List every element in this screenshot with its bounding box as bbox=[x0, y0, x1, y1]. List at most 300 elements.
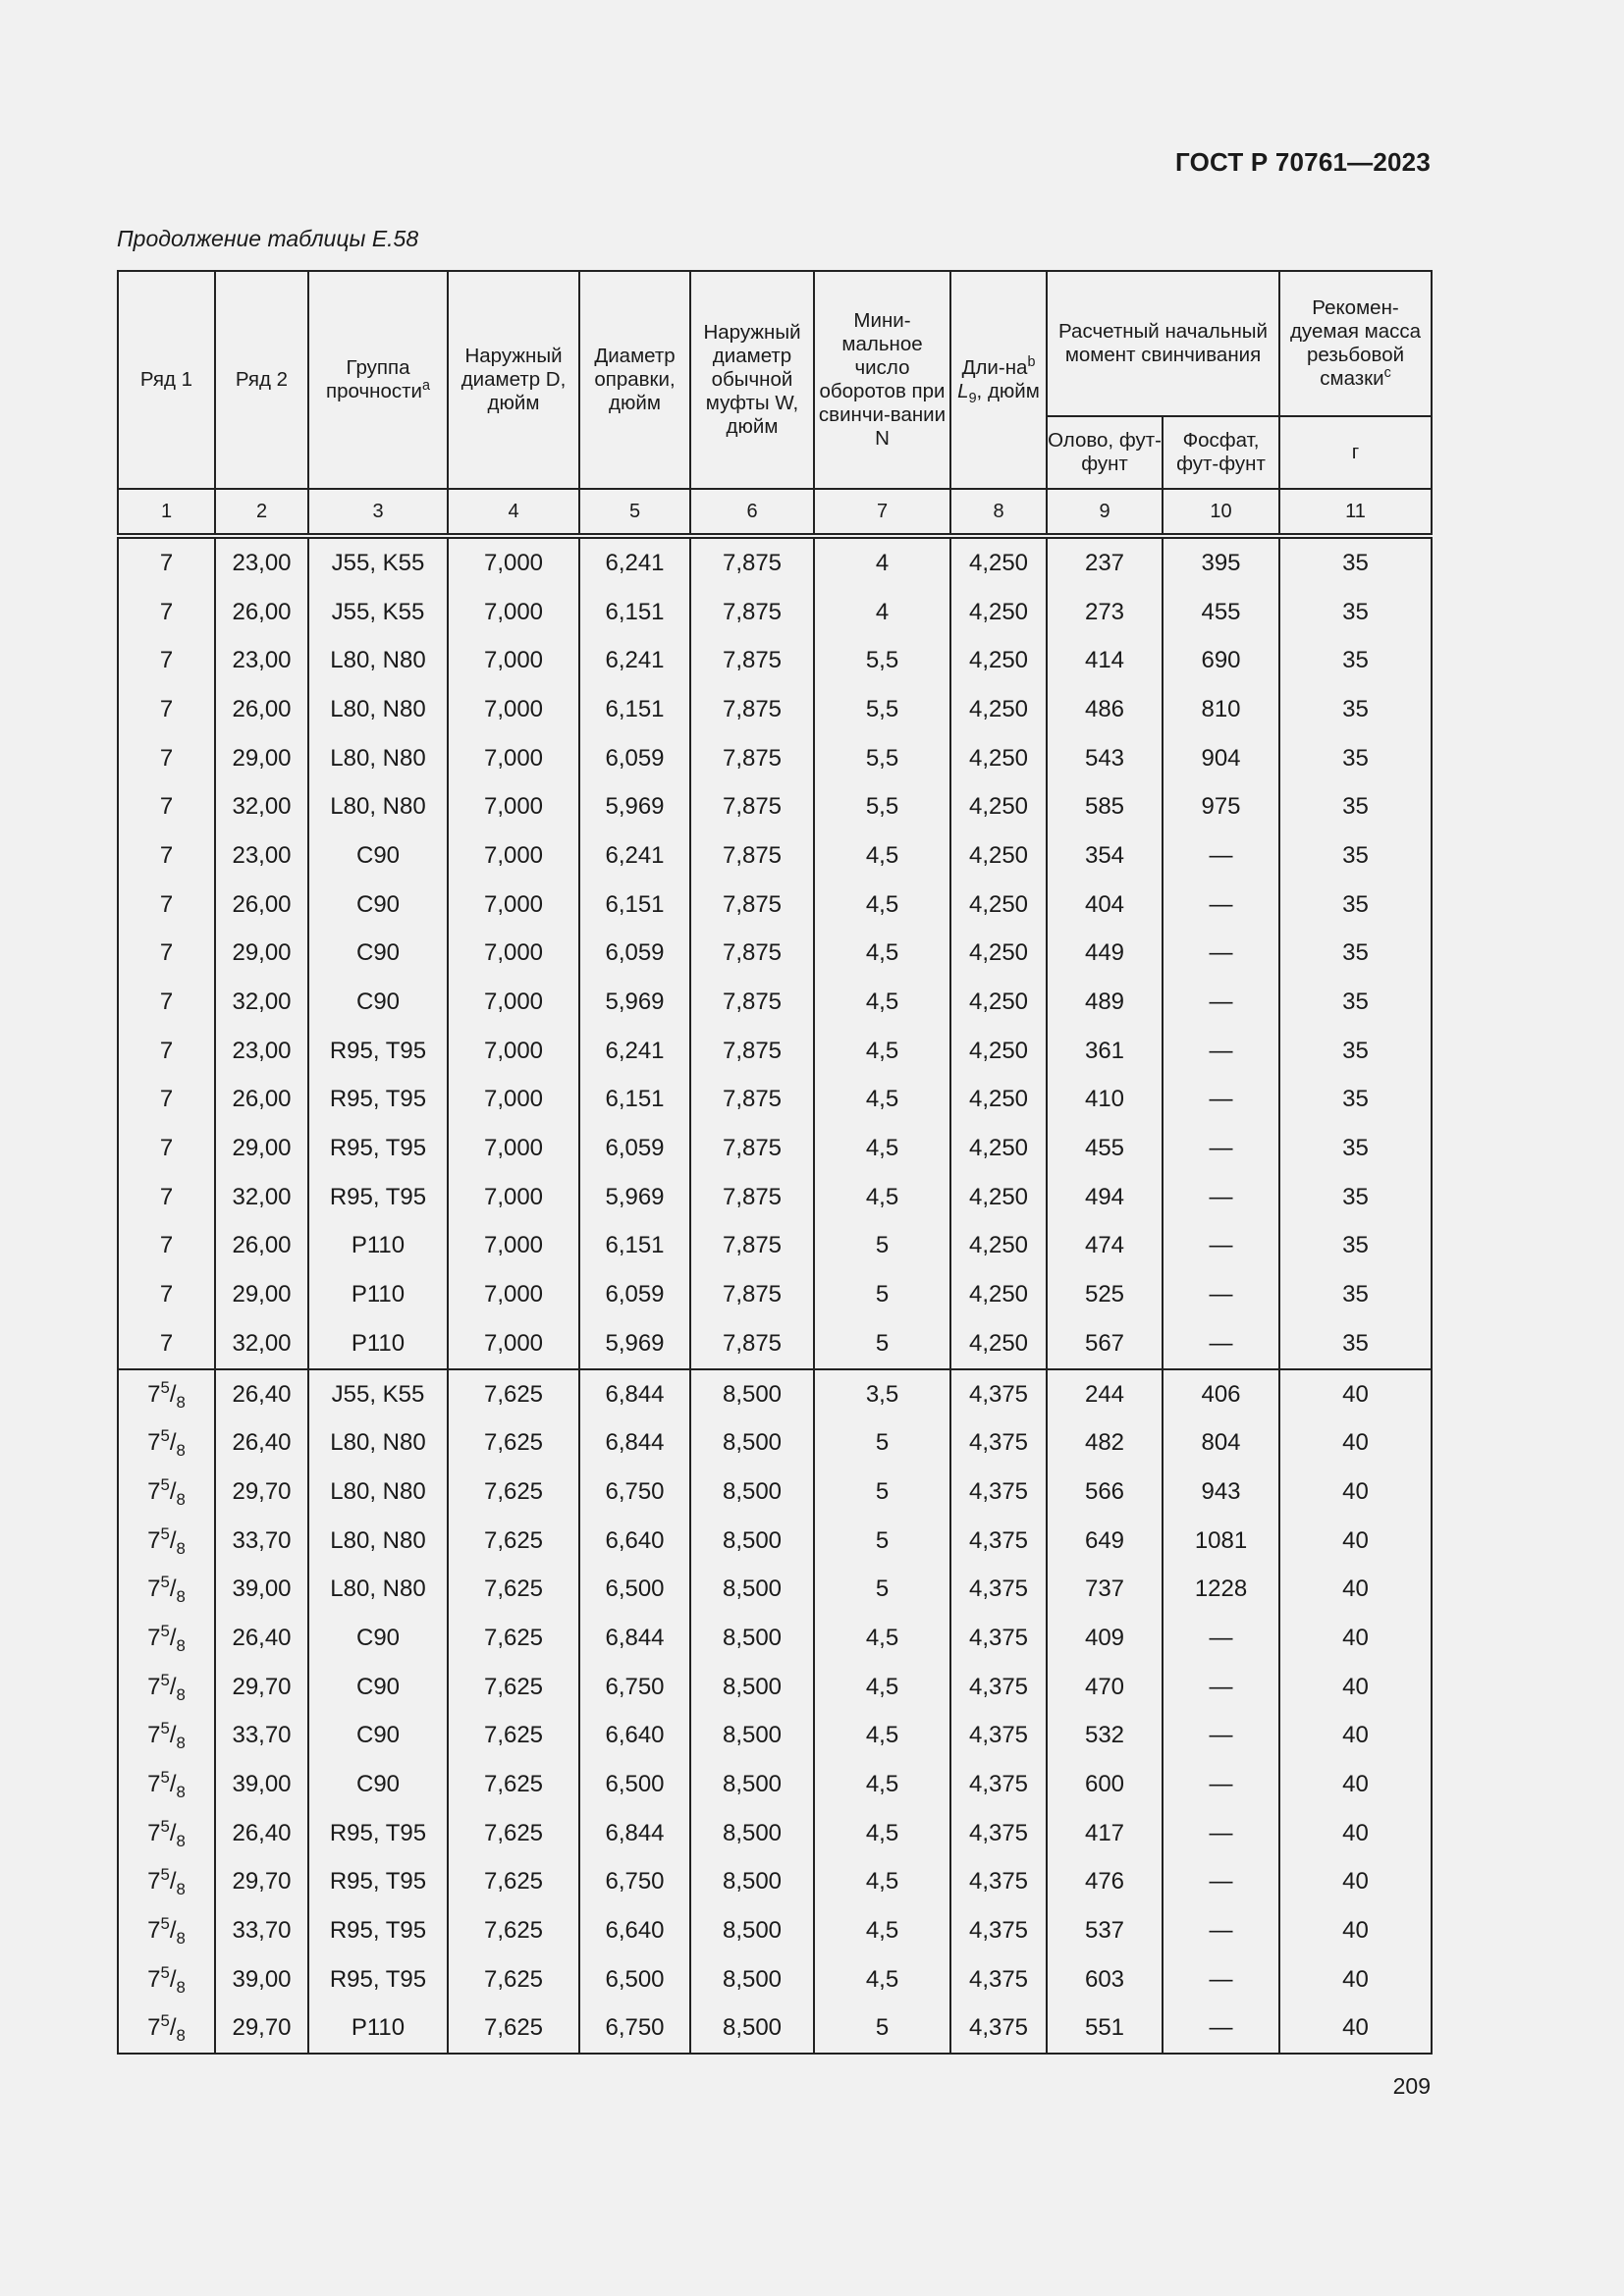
row1-cell: $7^5/_8$ bbox=[118, 1906, 215, 1955]
phosphate-torque-cell: — bbox=[1163, 1809, 1279, 1858]
outer-diameter-cell: 7,625 bbox=[448, 1565, 579, 1614]
grade-cell: L80, N80 bbox=[308, 1418, 448, 1468]
coupling-diameter-cell: 7,875 bbox=[690, 1222, 814, 1271]
mandrel-diameter-cell: 6,640 bbox=[579, 1517, 690, 1566]
tin-torque-cell: 455 bbox=[1047, 1124, 1163, 1173]
mandrel-diameter-cell: 6,151 bbox=[579, 881, 690, 930]
coupling-diameter-cell: 7,875 bbox=[690, 978, 814, 1027]
length-cell: 4,375 bbox=[950, 1955, 1047, 2004]
row2-cell: 32,00 bbox=[215, 1173, 308, 1222]
coupling-diameter-cell: 7,875 bbox=[690, 831, 814, 881]
column-number: 11 bbox=[1279, 489, 1432, 536]
phosphate-torque-cell: — bbox=[1163, 1955, 1279, 2004]
row2-cell: 32,00 bbox=[215, 782, 308, 831]
row2-cell: 23,00 bbox=[215, 1027, 308, 1076]
grease-mass-cell: 35 bbox=[1279, 782, 1432, 831]
grade-cell: R95, T95 bbox=[308, 1124, 448, 1173]
length-cell: 4,375 bbox=[950, 1565, 1047, 1614]
row1-cell: 7 bbox=[118, 1319, 215, 1369]
document-code: ГОСТ Р 70761—2023 bbox=[1175, 147, 1431, 177]
table-row bbox=[118, 1270, 1432, 1319]
grease-mass-cell: 35 bbox=[1279, 978, 1432, 1027]
phosphate-torque-cell: 1228 bbox=[1163, 1565, 1279, 1614]
table-caption: Продолжение таблицы Е.58 bbox=[117, 226, 419, 251]
length-cell: 4,250 bbox=[950, 881, 1047, 930]
row1-cell: $7^5/_8$ bbox=[118, 1418, 215, 1468]
tin-torque-cell: 649 bbox=[1047, 1517, 1163, 1566]
min-turns-cell: 4,5 bbox=[814, 1614, 950, 1663]
mandrel-diameter-cell: 6,640 bbox=[579, 1906, 690, 1955]
grade-cell: J55, K55 bbox=[308, 536, 448, 588]
mandrel-diameter-cell: 6,750 bbox=[579, 1858, 690, 1907]
tin-torque-cell: 600 bbox=[1047, 1760, 1163, 1809]
mandrel-diameter-cell: 6,750 bbox=[579, 1468, 690, 1517]
table-row bbox=[118, 1955, 1432, 2004]
tin-torque-cell: 417 bbox=[1047, 1809, 1163, 1858]
grade-cell: R95, T95 bbox=[308, 1076, 448, 1125]
coupling-diameter-cell: 8,500 bbox=[690, 1858, 814, 1907]
mandrel-diameter-cell: 6,500 bbox=[579, 1565, 690, 1614]
table-row bbox=[118, 881, 1432, 930]
row1-cell: 7 bbox=[118, 1222, 215, 1271]
mandrel-diameter-cell: 6,844 bbox=[579, 1809, 690, 1858]
phosphate-torque-cell: — bbox=[1163, 881, 1279, 930]
coupling-diameter-cell: 7,875 bbox=[690, 930, 814, 979]
coupling-diameter-cell: 7,875 bbox=[690, 881, 814, 930]
grade-cell: R95, T95 bbox=[308, 1027, 448, 1076]
coupling-diameter-cell: 7,875 bbox=[690, 1076, 814, 1125]
table-row bbox=[118, 2004, 1432, 2055]
outer-diameter-cell: 7,000 bbox=[448, 1270, 579, 1319]
row1-cell: $7^5/_8$ bbox=[118, 1858, 215, 1907]
mandrel-diameter-cell: 6,151 bbox=[579, 1076, 690, 1125]
outer-diameter-cell: 7,000 bbox=[448, 831, 579, 881]
phosphate-torque-cell: 904 bbox=[1163, 734, 1279, 783]
tin-torque-cell: 494 bbox=[1047, 1173, 1163, 1222]
tin-torque-cell: 354 bbox=[1047, 831, 1163, 881]
row1-cell: 7 bbox=[118, 1173, 215, 1222]
outer-diameter-cell: 7,625 bbox=[448, 1712, 579, 1761]
row1-cell: 7 bbox=[118, 536, 215, 588]
grease-mass-cell: 35 bbox=[1279, 1270, 1432, 1319]
row2-cell: 26,00 bbox=[215, 1222, 308, 1271]
row1-cell: 7 bbox=[118, 1076, 215, 1125]
table-row bbox=[118, 1468, 1432, 1517]
length-cell: 4,250 bbox=[950, 1076, 1047, 1125]
min-turns-cell: 4,5 bbox=[814, 831, 950, 881]
table-row bbox=[118, 782, 1432, 831]
grease-mass-cell: 35 bbox=[1279, 685, 1432, 734]
row2-cell: 29,00 bbox=[215, 1124, 308, 1173]
outer-diameter-cell: 7,625 bbox=[448, 1760, 579, 1809]
table-row bbox=[118, 1319, 1432, 1369]
tin-torque-cell: 414 bbox=[1047, 636, 1163, 685]
tin-torque-cell: 273 bbox=[1047, 588, 1163, 637]
min-turns-cell: 5 bbox=[814, 1418, 950, 1468]
length-cell: 4,375 bbox=[950, 1760, 1047, 1809]
min-turns-cell: 4,5 bbox=[814, 930, 950, 979]
outer-diameter-cell: 7,000 bbox=[448, 881, 579, 930]
length-cell: 4,375 bbox=[950, 1663, 1047, 1712]
outer-diameter-cell: 7,000 bbox=[448, 1124, 579, 1173]
coupling-diameter-cell: 7,875 bbox=[690, 636, 814, 685]
row1-cell: 7 bbox=[118, 978, 215, 1027]
column-number: 6 bbox=[690, 489, 814, 536]
coupling-diameter-cell: 8,500 bbox=[690, 1418, 814, 1468]
mandrel-diameter-cell: 6,151 bbox=[579, 1222, 690, 1271]
row1-cell: 7 bbox=[118, 831, 215, 881]
table-row bbox=[118, 1614, 1432, 1663]
length-cell: 4,250 bbox=[950, 536, 1047, 588]
min-turns-cell: 4,5 bbox=[814, 1076, 950, 1125]
grease-mass-cell: 40 bbox=[1279, 1369, 1432, 1419]
mandrel-diameter-cell: 6,059 bbox=[579, 1270, 690, 1319]
grease-mass-cell: 40 bbox=[1279, 1418, 1432, 1468]
coupling-diameter-cell: 8,500 bbox=[690, 1468, 814, 1517]
phosphate-torque-cell: — bbox=[1163, 831, 1279, 881]
tin-torque-cell: 585 bbox=[1047, 782, 1163, 831]
column-number: 10 bbox=[1163, 489, 1279, 536]
table-row bbox=[118, 1418, 1432, 1468]
min-turns-cell: 5 bbox=[814, 1319, 950, 1369]
data-table bbox=[117, 270, 1433, 2055]
grease-mass-cell: 35 bbox=[1279, 881, 1432, 930]
row2-cell: 26,00 bbox=[215, 881, 308, 930]
row2-cell: 39,00 bbox=[215, 1760, 308, 1809]
outer-diameter-cell: 7,000 bbox=[448, 734, 579, 783]
header-torque-group: Расчетный начальный момент свинчивания bbox=[1047, 271, 1279, 416]
outer-diameter-cell: 7,625 bbox=[448, 1906, 579, 1955]
row1-cell: 7 bbox=[118, 881, 215, 930]
row1-cell: $7^5/_8$ bbox=[118, 1565, 215, 1614]
length-cell: 4,250 bbox=[950, 1270, 1047, 1319]
coupling-diameter-cell: 8,500 bbox=[690, 1614, 814, 1663]
outer-diameter-cell: 7,625 bbox=[448, 1418, 579, 1468]
length-cell: 4,375 bbox=[950, 1906, 1047, 1955]
mandrel-diameter-cell: 6,151 bbox=[579, 685, 690, 734]
grease-mass-cell: 40 bbox=[1279, 1517, 1432, 1566]
grease-mass-cell: 35 bbox=[1279, 636, 1432, 685]
grade-cell: R95, T95 bbox=[308, 1173, 448, 1222]
row1-cell: $7^5/_8$ bbox=[118, 1955, 215, 2004]
row2-cell: 26,40 bbox=[215, 1809, 308, 1858]
outer-diameter-cell: 7,000 bbox=[448, 782, 579, 831]
outer-diameter-cell: 7,000 bbox=[448, 685, 579, 734]
outer-diameter-cell: 7,625 bbox=[448, 1614, 579, 1663]
outer-diameter-cell: 7,000 bbox=[448, 1027, 579, 1076]
table-row bbox=[118, 1760, 1432, 1809]
header-grease-unit: г bbox=[1279, 416, 1432, 489]
grease-mass-cell: 40 bbox=[1279, 1663, 1432, 1712]
mandrel-diameter-cell: 6,241 bbox=[579, 831, 690, 881]
row2-cell: 29,00 bbox=[215, 1270, 308, 1319]
mandrel-diameter-cell: 6,059 bbox=[579, 734, 690, 783]
grade-cell: J55, K55 bbox=[308, 1369, 448, 1419]
coupling-diameter-cell: 8,500 bbox=[690, 1760, 814, 1809]
row2-cell: 26,40 bbox=[215, 1614, 308, 1663]
column-number: 9 bbox=[1047, 489, 1163, 536]
row1-cell: 7 bbox=[118, 1124, 215, 1173]
table-row bbox=[118, 1124, 1432, 1173]
header-row1: Ряд 1 bbox=[118, 271, 215, 489]
tin-torque-cell: 486 bbox=[1047, 685, 1163, 734]
grease-mass-cell: 35 bbox=[1279, 1124, 1432, 1173]
min-turns-cell: 5 bbox=[814, 1222, 950, 1271]
phosphate-torque-cell: 943 bbox=[1163, 1468, 1279, 1517]
row1-cell: $7^5/_8$ bbox=[118, 1760, 215, 1809]
mandrel-diameter-cell: 6,750 bbox=[579, 1663, 690, 1712]
min-turns-cell: 4,5 bbox=[814, 1124, 950, 1173]
table-row bbox=[118, 1712, 1432, 1761]
grease-mass-cell: 35 bbox=[1279, 930, 1432, 979]
table-row bbox=[118, 1663, 1432, 1712]
tin-torque-cell: 566 bbox=[1047, 1468, 1163, 1517]
row1-cell: $7^5/_8$ bbox=[118, 1809, 215, 1858]
coupling-diameter-cell: 7,875 bbox=[690, 1173, 814, 1222]
length-cell: 4,250 bbox=[950, 831, 1047, 881]
grade-cell: L80, N80 bbox=[308, 1517, 448, 1566]
grease-mass-cell: 35 bbox=[1279, 1173, 1432, 1222]
row2-cell: 29,70 bbox=[215, 1663, 308, 1712]
tin-torque-cell: 532 bbox=[1047, 1712, 1163, 1761]
grade-cell: J55, K55 bbox=[308, 588, 448, 637]
table-row bbox=[118, 1517, 1432, 1566]
table-row bbox=[118, 978, 1432, 1027]
row1-cell: 7 bbox=[118, 636, 215, 685]
mandrel-diameter-cell: 6,640 bbox=[579, 1712, 690, 1761]
min-turns-cell: 5 bbox=[814, 1517, 950, 1566]
tin-torque-cell: 449 bbox=[1047, 930, 1163, 979]
grease-mass-cell: 40 bbox=[1279, 2004, 1432, 2055]
row2-cell: 23,00 bbox=[215, 636, 308, 685]
table-row bbox=[118, 1027, 1432, 1076]
tin-torque-cell: 361 bbox=[1047, 1027, 1163, 1076]
grease-mass-cell: 35 bbox=[1279, 734, 1432, 783]
tin-torque-cell: 567 bbox=[1047, 1319, 1163, 1369]
grease-mass-cell: 40 bbox=[1279, 1809, 1432, 1858]
min-turns-cell: 4,5 bbox=[814, 1955, 950, 2004]
tin-torque-cell: 482 bbox=[1047, 1418, 1163, 1468]
coupling-diameter-cell: 8,500 bbox=[690, 1712, 814, 1761]
phosphate-torque-cell: — bbox=[1163, 2004, 1279, 2055]
grade-cell: C90 bbox=[308, 978, 448, 1027]
table-body bbox=[118, 536, 1432, 2054]
outer-diameter-cell: 7,000 bbox=[448, 1319, 579, 1369]
phosphate-torque-cell: — bbox=[1163, 1614, 1279, 1663]
outer-diameter-cell: 7,625 bbox=[448, 1663, 579, 1712]
grade-cell: R95, T95 bbox=[308, 1906, 448, 1955]
grade-cell: P110 bbox=[308, 2004, 448, 2055]
grade-cell: L80, N80 bbox=[308, 734, 448, 783]
phosphate-torque-cell: — bbox=[1163, 1270, 1279, 1319]
coupling-diameter-cell: 7,875 bbox=[690, 782, 814, 831]
min-turns-cell: 5,5 bbox=[814, 782, 950, 831]
length-cell: 4,250 bbox=[950, 734, 1047, 783]
mandrel-diameter-cell: 6,844 bbox=[579, 1418, 690, 1468]
length-cell: 4,375 bbox=[950, 1712, 1047, 1761]
phosphate-torque-cell: — bbox=[1163, 1319, 1279, 1369]
grade-cell: C90 bbox=[308, 1712, 448, 1761]
table-row bbox=[118, 536, 1432, 588]
length-cell: 4,250 bbox=[950, 1124, 1047, 1173]
grease-mass-cell: 40 bbox=[1279, 1565, 1432, 1614]
row2-cell: 33,70 bbox=[215, 1712, 308, 1761]
outer-diameter-cell: 7,000 bbox=[448, 930, 579, 979]
mandrel-diameter-cell: 6,241 bbox=[579, 1027, 690, 1076]
row2-cell: 33,70 bbox=[215, 1906, 308, 1955]
length-cell: 4,250 bbox=[950, 782, 1047, 831]
phosphate-torque-cell: 455 bbox=[1163, 588, 1279, 637]
min-turns-cell: 5 bbox=[814, 1270, 950, 1319]
grade-cell: C90 bbox=[308, 930, 448, 979]
header-grade: Группа прочности$^a$ bbox=[308, 271, 448, 489]
mandrel-diameter-cell: 5,969 bbox=[579, 782, 690, 831]
header-phosphate: Фосфат, фут-фунт bbox=[1163, 416, 1279, 489]
header-coupling-diameter: Наружный диаметр обычной муфты W, дюйм bbox=[690, 271, 814, 489]
phosphate-torque-cell: 1081 bbox=[1163, 1517, 1279, 1566]
header-tin: Олово, фут-фунт bbox=[1047, 416, 1163, 489]
grade-cell: L80, N80 bbox=[308, 636, 448, 685]
min-turns-cell: 3,5 bbox=[814, 1369, 950, 1419]
min-turns-cell: 5,5 bbox=[814, 685, 950, 734]
coupling-diameter-cell: 8,500 bbox=[690, 1809, 814, 1858]
row2-cell: 23,00 bbox=[215, 831, 308, 881]
grease-mass-cell: 35 bbox=[1279, 1027, 1432, 1076]
grade-cell: C90 bbox=[308, 881, 448, 930]
coupling-diameter-cell: 7,875 bbox=[690, 734, 814, 783]
coupling-diameter-cell: 8,500 bbox=[690, 1955, 814, 2004]
phosphate-torque-cell: — bbox=[1163, 1760, 1279, 1809]
row2-cell: 26,40 bbox=[215, 1418, 308, 1468]
grade-cell: C90 bbox=[308, 1760, 448, 1809]
grease-mass-cell: 40 bbox=[1279, 1955, 1432, 2004]
length-cell: 4,250 bbox=[950, 930, 1047, 979]
tin-torque-cell: 537 bbox=[1047, 1906, 1163, 1955]
grade-cell: L80, N80 bbox=[308, 782, 448, 831]
phosphate-torque-cell: 690 bbox=[1163, 636, 1279, 685]
length-cell: 4,250 bbox=[950, 1319, 1047, 1369]
outer-diameter-cell: 7,625 bbox=[448, 1809, 579, 1858]
length-cell: 4,375 bbox=[950, 1517, 1047, 1566]
phosphate-torque-cell: 406 bbox=[1163, 1369, 1279, 1419]
min-turns-cell: 5,5 bbox=[814, 734, 950, 783]
length-cell: 4,250 bbox=[950, 978, 1047, 1027]
tin-torque-cell: 244 bbox=[1047, 1369, 1163, 1419]
coupling-diameter-cell: 8,500 bbox=[690, 1369, 814, 1419]
outer-diameter-cell: 7,000 bbox=[448, 1222, 579, 1271]
column-number: 4 bbox=[448, 489, 579, 536]
coupling-diameter-cell: 8,500 bbox=[690, 1517, 814, 1566]
grade-cell: R95, T95 bbox=[308, 1809, 448, 1858]
grease-mass-cell: 40 bbox=[1279, 1712, 1432, 1761]
min-turns-cell: 4,5 bbox=[814, 1663, 950, 1712]
table-row bbox=[118, 588, 1432, 637]
length-cell: 4,250 bbox=[950, 1173, 1047, 1222]
grease-mass-cell: 35 bbox=[1279, 1222, 1432, 1271]
header-row2: Ряд 2 bbox=[215, 271, 308, 489]
tin-torque-cell: 551 bbox=[1047, 2004, 1163, 2055]
column-number: 1 bbox=[118, 489, 215, 536]
tin-torque-cell: 489 bbox=[1047, 978, 1163, 1027]
coupling-diameter-cell: 7,875 bbox=[690, 1027, 814, 1076]
length-cell: 4,250 bbox=[950, 588, 1047, 637]
row2-cell: 33,70 bbox=[215, 1517, 308, 1566]
phosphate-torque-cell: 810 bbox=[1163, 685, 1279, 734]
outer-diameter-cell: 7,000 bbox=[448, 1173, 579, 1222]
grease-mass-cell: 40 bbox=[1279, 1614, 1432, 1663]
tin-torque-cell: 409 bbox=[1047, 1614, 1163, 1663]
table-row bbox=[118, 930, 1432, 979]
tin-torque-cell: 476 bbox=[1047, 1858, 1163, 1907]
length-cell: 4,250 bbox=[950, 685, 1047, 734]
min-turns-cell: 5 bbox=[814, 2004, 950, 2055]
min-turns-cell: 4,5 bbox=[814, 1906, 950, 1955]
coupling-diameter-cell: 8,500 bbox=[690, 1565, 814, 1614]
column-number: 8 bbox=[950, 489, 1047, 536]
table-row bbox=[118, 1906, 1432, 1955]
grade-cell: P110 bbox=[308, 1270, 448, 1319]
column-number: 5 bbox=[579, 489, 690, 536]
min-turns-cell: 4,5 bbox=[814, 1027, 950, 1076]
grade-cell: L80, N80 bbox=[308, 1565, 448, 1614]
phosphate-torque-cell: — bbox=[1163, 1124, 1279, 1173]
table-row bbox=[118, 1809, 1432, 1858]
outer-diameter-cell: 7,000 bbox=[448, 1076, 579, 1125]
mandrel-diameter-cell: 6,059 bbox=[579, 930, 690, 979]
grease-mass-cell: 40 bbox=[1279, 1858, 1432, 1907]
table-row bbox=[118, 1076, 1432, 1125]
header-outer-diameter: Наружный диаметр D, дюйм bbox=[448, 271, 579, 489]
row2-cell: 29,00 bbox=[215, 930, 308, 979]
min-turns-cell: 4 bbox=[814, 536, 950, 588]
length-cell: 4,375 bbox=[950, 1418, 1047, 1468]
phosphate-torque-cell: — bbox=[1163, 1222, 1279, 1271]
phosphate-torque-cell: — bbox=[1163, 978, 1279, 1027]
length-cell: 4,250 bbox=[950, 636, 1047, 685]
row1-cell: 7 bbox=[118, 588, 215, 637]
row2-cell: 23,00 bbox=[215, 536, 308, 588]
row1-cell: $7^5/_8$ bbox=[118, 2004, 215, 2055]
table-row bbox=[118, 1222, 1432, 1271]
tin-torque-cell: 410 bbox=[1047, 1076, 1163, 1125]
grease-mass-cell: 40 bbox=[1279, 1906, 1432, 1955]
outer-diameter-cell: 7,625 bbox=[448, 1517, 579, 1566]
coupling-diameter-cell: 8,500 bbox=[690, 1906, 814, 1955]
outer-diameter-cell: 7,000 bbox=[448, 978, 579, 1027]
column-number: 7 bbox=[814, 489, 950, 536]
mandrel-diameter-cell: 6,241 bbox=[579, 636, 690, 685]
tin-torque-cell: 404 bbox=[1047, 881, 1163, 930]
row2-cell: 29,70 bbox=[215, 2004, 308, 2055]
coupling-diameter-cell: 7,875 bbox=[690, 685, 814, 734]
phosphate-torque-cell: — bbox=[1163, 1906, 1279, 1955]
phosphate-torque-cell: 395 bbox=[1163, 536, 1279, 588]
grease-mass-cell: 35 bbox=[1279, 1319, 1432, 1369]
page-number: 209 bbox=[1392, 2073, 1431, 2099]
row1-cell: $7^5/_8$ bbox=[118, 1517, 215, 1566]
column-number-row bbox=[118, 489, 1432, 536]
outer-diameter-cell: 7,000 bbox=[448, 536, 579, 588]
coupling-diameter-cell: 7,875 bbox=[690, 1319, 814, 1369]
min-turns-cell: 5 bbox=[814, 1468, 950, 1517]
grade-cell: R95, T95 bbox=[308, 1858, 448, 1907]
table-row bbox=[118, 636, 1432, 685]
outer-diameter-cell: 7,625 bbox=[448, 2004, 579, 2055]
grade-cell: C90 bbox=[308, 1663, 448, 1712]
tin-torque-cell: 237 bbox=[1047, 536, 1163, 588]
mandrel-diameter-cell: 5,969 bbox=[579, 978, 690, 1027]
outer-diameter-cell: 7,000 bbox=[448, 588, 579, 637]
